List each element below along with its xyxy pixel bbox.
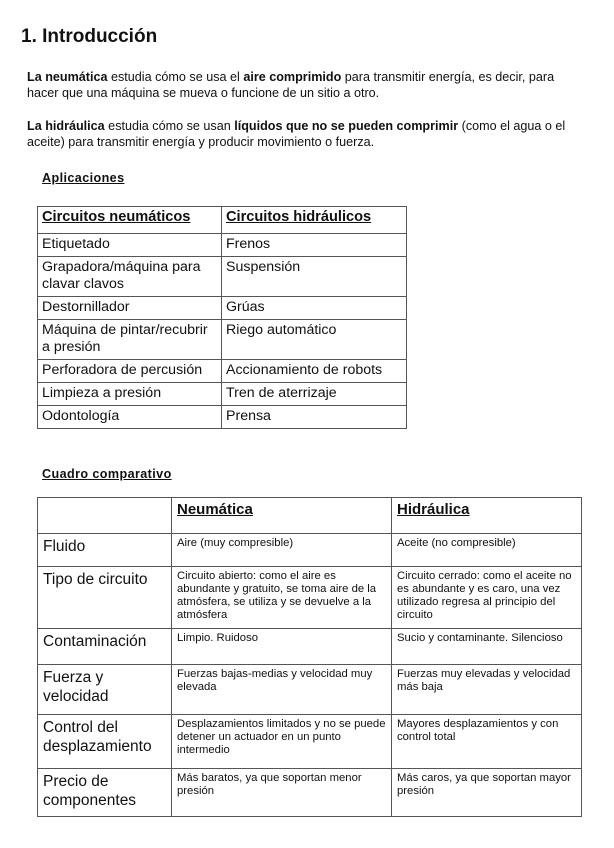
paragraph-text: para transmitir energía, es decir, para hacer que una máquina se mueva o funcione de un sitio a otro. — [27, 70, 555, 100]
hydraulic-application-cell: Riego automático — [222, 320, 407, 360]
header-pneumatic-circuits: Circuitos neumáticos — [38, 207, 222, 234]
table-row — [38, 257, 407, 297]
applications-header-row — [38, 207, 407, 234]
criterion-cell: Contaminación — [38, 629, 172, 665]
neumatica-cell: Aire (muy compresible) — [172, 534, 392, 567]
pneumatic-application-cell: Grapadora/máquina para clavar clavos — [38, 257, 222, 297]
criterion-cell: Tipo de circuito — [38, 567, 172, 629]
neumatica-cell: Fuerzas bajas-medias y velocidad muy elevada — [172, 665, 392, 715]
neumatica-paragraph — [27, 69, 587, 101]
applications-table — [37, 206, 407, 429]
table-row — [38, 320, 407, 360]
comparison-table — [37, 497, 582, 817]
table-row — [38, 234, 407, 257]
bold-term: La neumática — [27, 70, 108, 84]
table-row — [38, 567, 582, 629]
table-row — [38, 629, 582, 665]
hidraulica-cell: Mayores desplazamientos y con control total — [392, 715, 582, 769]
header-neumatica: Neumática — [172, 498, 392, 534]
hidraulica-cell: Más caros, ya que soportan mayor presión — [392, 769, 582, 817]
pneumatic-application-cell: Etiquetado — [38, 234, 222, 257]
neumatica-cell: Desplazamientos limitados y no se puede detener un actuador en un punto intermedio — [172, 715, 392, 769]
hidraulica-cell: Circuito cerrado: como el aceite no es abundante y es caro, una vez utilizado regresa al principio del circuito — [392, 567, 582, 629]
criterion-cell: Control del desplazamiento — [38, 715, 172, 769]
pneumatic-application-cell: Perforadora de percusión — [38, 360, 222, 383]
header-hydraulic-circuits: Circuitos hidráulicos — [222, 207, 407, 234]
hidraulica-cell: Aceite (no compresible) — [392, 534, 582, 567]
paragraph-text: estudia cómo se usan — [104, 119, 235, 133]
hydraulic-application-cell: Grúas — [222, 297, 407, 320]
criterion-cell: Fluido — [38, 534, 172, 567]
table-row — [38, 534, 582, 567]
page-title: 1. Introducción — [21, 26, 158, 47]
table-row — [38, 715, 582, 769]
header-hidraulica: Hidráulica — [392, 498, 582, 534]
hydraulic-application-cell: Accionamiento de robots — [222, 360, 407, 383]
criterion-cell: Fuerza y velocidad — [38, 665, 172, 715]
neumatica-cell: Circuito abierto: como el aire es abundante y gratuito, se toma aire de la atmósfera, se utiliza y se devuelve a la atmósfera — [172, 567, 392, 629]
pneumatic-application-cell: Odontología — [38, 406, 222, 429]
paragraph-text: (como el agua o el aceite) para transmitir energía y producir movimiento o fuerza. — [27, 119, 566, 149]
hidraulica-paragraph — [27, 118, 587, 150]
hydraulic-application-cell: Prensa — [222, 406, 407, 429]
hidraulica-cell: Fuerzas muy elevadas y velocidad más baja — [392, 665, 582, 715]
hidraulica-cell: Sucio y contaminante. Silencioso — [392, 629, 582, 665]
paragraph-text: estudia cómo se usa el — [107, 70, 244, 84]
pneumatic-application-cell: Limpieza a presión — [38, 383, 222, 406]
neumatica-cell: Más baratos, ya que soportan menor presión — [172, 769, 392, 817]
bold-term: aire comprimido — [243, 70, 342, 84]
table-row — [38, 665, 582, 715]
comparison-header-row — [38, 498, 582, 534]
table-row — [38, 769, 582, 817]
table-row — [38, 360, 407, 383]
pneumatic-application-cell: Destornillador — [38, 297, 222, 320]
header-empty — [38, 498, 172, 534]
hydraulic-application-cell: Frenos — [222, 234, 407, 257]
criterion-cell: Precio de componentes — [38, 769, 172, 817]
table-row — [38, 383, 407, 406]
hydraulic-application-cell: Suspensión — [222, 257, 407, 297]
neumatica-cell: Limpio. Ruidoso — [172, 629, 392, 665]
bold-term: líquidos que no se pueden comprimir — [234, 119, 459, 133]
pneumatic-application-cell: Máquina de pintar/recubrir a presión — [38, 320, 222, 360]
table-row — [38, 406, 407, 429]
comparison-heading: Cuadro comparativo — [42, 467, 172, 481]
applications-heading: Aplicaciones — [42, 171, 125, 185]
table-row — [38, 297, 407, 320]
hydraulic-application-cell: Tren de aterrizaje — [222, 383, 407, 406]
bold-term: La hidráulica — [27, 119, 105, 133]
